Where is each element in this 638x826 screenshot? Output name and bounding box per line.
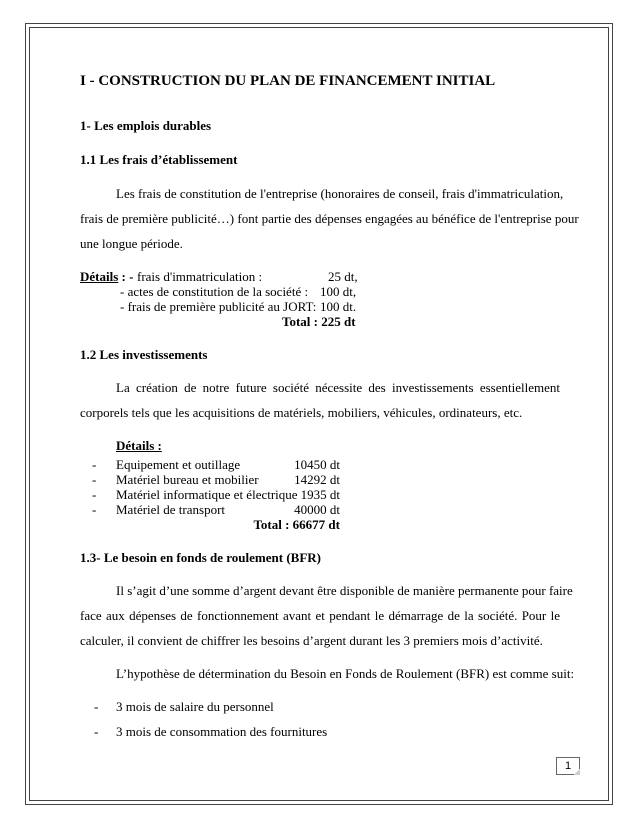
invest-bullet-dash: - — [92, 472, 97, 487]
invest-item-3-label: Matériel informatique et électrique — [116, 487, 298, 502]
frais-paragraph-line-3: une longue période. — [80, 236, 183, 251]
frais-item-3-label: - frais de première publicité au JORT: — [120, 299, 317, 314]
invest-item-3-value: 1935 dt — [300, 487, 340, 502]
invest-bullet-dash: - — [92, 457, 97, 472]
bfr-bullet-dash: - — [94, 699, 99, 714]
frais-item-2-value: 100 dt, — [320, 284, 357, 299]
bfr-bullet-1: 3 mois de salaire du personnel — [116, 699, 274, 714]
invest-item-4-value: 40000 dt — [294, 502, 340, 517]
bfr-hypothesis: L’hypothèse de détermination du Besoin en Fonds de Roulement (BFR) est comme suit: — [116, 666, 575, 681]
frais-item-1-value: 25 dt, — [328, 269, 358, 284]
frais-item-3-value: 100 dt. — [320, 299, 357, 314]
frais-total: Total : 225 dt — [282, 314, 356, 329]
page-number: 1 — [556, 757, 580, 775]
bfr-bullet-2: 3 mois de consommation des fournitures — [116, 724, 328, 739]
invest-total: Total : 66677 dt — [253, 517, 340, 532]
frais-paragraph-line-2: frais de première publicité…) font partie des dépenses engagées au bénéfice de l'entreprise pour — [80, 211, 579, 226]
invest-item-2-label: Matériel bureau et mobilier — [116, 472, 259, 487]
invest-item-4-label: Matériel de transport — [116, 502, 226, 517]
main-heading: I - CONSTRUCTION DU PLAN DE FINANCEMENT INITIAL — [80, 73, 496, 89]
section-investissements-title: 1.2 Les investissements — [80, 347, 208, 362]
bfr-paragraph-line-2: face aux dépenses de fonctionnement avant et pendant le démarrage de la société. Pour le — [80, 608, 560, 623]
frais-details-colon: : - — [118, 269, 134, 284]
invest-paragraph-line-1: La création de notre future société nécessite des investissements essentiellement — [116, 380, 560, 395]
invest-item-1-value: 10450 dt — [294, 457, 340, 472]
frais-paragraph-line-1: Les frais de constitution de l'entreprise (honoraires de conseil, frais d'immatriculation, — [116, 186, 564, 201]
invest-bullet-dash: - — [92, 487, 97, 502]
section-emplois-durables-title: 1- Les emplois durables — [80, 118, 212, 133]
bfr-paragraph-line-3: calculer, il convient de chiffrer les besoins d’argent durant les 3 premiers mois d’activité. — [80, 633, 543, 648]
bfr-paragraph-line-1: Il s’agit d’une somme d’argent devant être disponible de manière permanente pour faire — [116, 583, 573, 598]
section-bfr-title: 1.3- Le besoin en fonds de roulement (BFR) — [80, 550, 321, 565]
frais-details-heading — [80, 269, 133, 285]
bfr-bullet-dash: - — [94, 724, 99, 739]
invest-item-2-value: 14292 dt — [294, 472, 340, 487]
invest-bullet-dash: - — [92, 502, 97, 517]
invest-paragraph-line-2: corporels tels que les acquisitions de matériels, mobiliers, véhicules, ordinateurs, etc. — [80, 405, 523, 420]
invest-item-1-label: Equipement et outillage — [116, 457, 241, 472]
invest-details-label: Détails : — [116, 438, 162, 453]
frais-item-2-label: - actes de constitution de la société : — [120, 284, 309, 299]
frais-details-label: Détails — [80, 269, 119, 284]
section-frais-etablissement-title: 1.1 Les frais d’établissement — [80, 152, 238, 167]
frais-item-1-label: frais d'immatriculation : — [137, 269, 263, 284]
